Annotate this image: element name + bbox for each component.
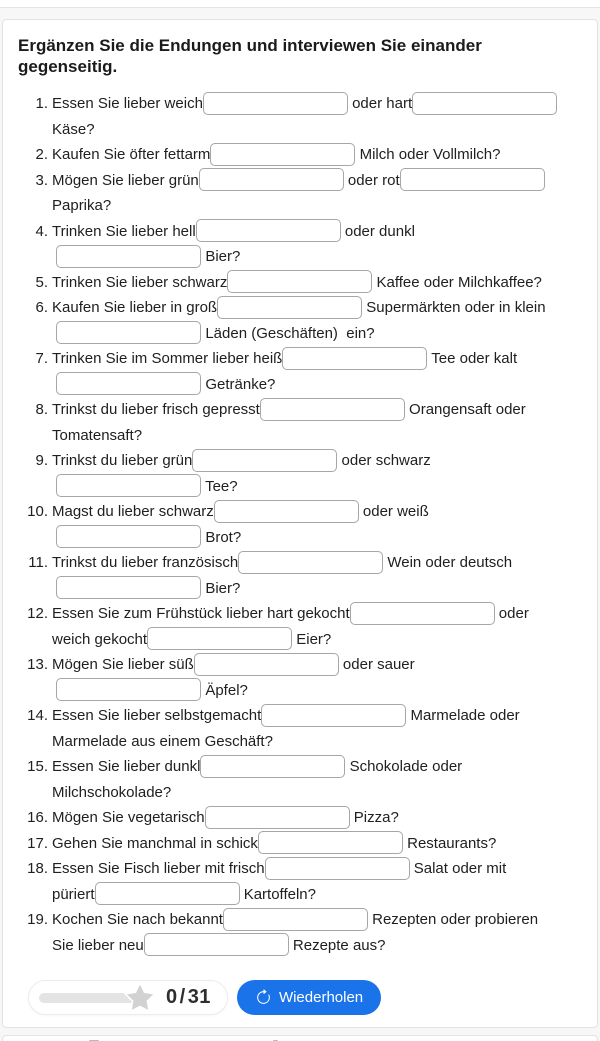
question-row [18, 168, 582, 219]
question-line [52, 882, 582, 908]
question-text: Rezepten oder probieren [367, 911, 539, 928]
question-text: oder hart [347, 95, 413, 112]
answer-blank-input[interactable] [238, 551, 383, 574]
score-total: 31 [187, 986, 211, 1008]
question-text: Trinkst du lieber französisch [52, 554, 239, 571]
question-line [52, 346, 582, 372]
question-line [52, 550, 582, 576]
question-text: Trinkst du lieber frisch gepresst [52, 401, 260, 418]
question-line [52, 117, 582, 143]
question-line [52, 91, 582, 117]
question-text: Essen Sie zum Frühstück lieber hart gekocht [52, 605, 350, 622]
question-text: oder sauer [338, 656, 415, 673]
question-number: 9. [35, 452, 48, 469]
question-text: Mögen Sie lieber süß [52, 656, 194, 673]
question-text: Kaffee oder Milchkaffee? [372, 273, 542, 291]
answer-blank-input[interactable] [217, 296, 362, 319]
question-row [18, 270, 582, 296]
question-line [52, 219, 582, 245]
question-number: 2. [35, 146, 48, 163]
answer-blank-input[interactable] [56, 245, 201, 268]
question-text: oder rot [343, 171, 400, 189]
question-line [52, 601, 582, 627]
question-line [52, 780, 582, 806]
question-content [52, 831, 582, 857]
score-text [166, 986, 211, 1009]
answer-blank-input[interactable] [56, 576, 201, 599]
question-text: Trinken Sie lieber schwarz [52, 273, 228, 291]
question-text: Gehen Sie manchmal in schick [52, 834, 258, 852]
answer-blank-input[interactable] [223, 908, 368, 931]
exercise-title: Ergänzen Sie die Endungen und interviewen Sie einander gegenseitig. [18, 36, 482, 76]
question-text: Kaufen Sie öfter fettarm [52, 146, 211, 163]
question-content [52, 346, 582, 397]
question-line [52, 652, 582, 678]
question-text: Sie lieber neu [52, 936, 144, 954]
question-content [52, 270, 582, 296]
question-line [52, 142, 582, 168]
question-text: Bier? [201, 248, 241, 265]
next-card-edge [2, 1035, 598, 1041]
question-row [18, 907, 582, 958]
score-current: 0 [166, 986, 178, 1008]
answer-blank-input[interactable] [350, 602, 495, 625]
question-line [52, 703, 582, 729]
question-number: 15. [27, 758, 48, 775]
score-pill [28, 980, 228, 1015]
question-content [52, 703, 582, 754]
question-row [18, 448, 582, 499]
answer-blank-input[interactable] [400, 168, 545, 191]
question-number: 7. [35, 350, 48, 367]
question-text: Tee? [201, 477, 238, 495]
question-line [52, 244, 582, 270]
question-text: Marmelade oder [406, 707, 520, 724]
question-text: Pizza? [349, 809, 399, 826]
question-text: Restaurants? [402, 834, 497, 852]
question-line [52, 805, 582, 831]
question-text: Läden (Geschäften) ein? [201, 324, 375, 342]
question-line [52, 678, 582, 704]
question-row [18, 754, 582, 805]
repeat-button[interactable] [237, 980, 381, 1015]
question-line [52, 168, 582, 194]
question-content [52, 550, 582, 601]
question-text: weich gekocht [52, 630, 148, 648]
question-content [52, 168, 582, 219]
question-row [18, 805, 582, 831]
question-number: 6. [35, 299, 48, 316]
question-row [18, 652, 582, 703]
question-row [18, 346, 582, 397]
question-row [18, 219, 582, 270]
answer-blank-input[interactable] [200, 755, 345, 778]
question-line [52, 193, 582, 219]
answer-blank-input[interactable] [147, 627, 292, 650]
question-text: Magst du lieber schwarz [52, 503, 214, 520]
question-content [52, 219, 582, 270]
question-text: Bier? [201, 579, 241, 597]
question-content [52, 295, 582, 346]
question-row [18, 499, 582, 550]
question-content [52, 499, 582, 550]
question-text: Trinkst du lieber grün [52, 452, 193, 469]
answer-blank-input[interactable] [265, 857, 410, 880]
question-content [52, 805, 582, 831]
question-text: Kartoffeln? [239, 885, 316, 903]
question-number: 11. [28, 554, 48, 571]
repeat-button-label: Wiederholen [278, 989, 364, 1006]
exercise-footer [18, 980, 582, 1015]
question-text: Essen Sie lieber selbstgemacht [52, 707, 262, 724]
answer-blank-input[interactable] [258, 831, 403, 854]
answer-blank-input[interactable] [282, 347, 427, 370]
previous-card-edge [0, 0, 600, 8]
question-line [52, 754, 582, 780]
question-line [52, 576, 582, 602]
question-line [52, 474, 582, 500]
answer-blank-input[interactable] [214, 500, 359, 523]
question-number: 19. [27, 911, 48, 928]
question-content [52, 91, 582, 142]
score-separator: / [179, 986, 186, 1008]
answer-blank-input[interactable] [56, 678, 201, 701]
answer-blank-input[interactable] [56, 474, 201, 497]
answer-blank-input[interactable] [203, 92, 348, 115]
question-row [18, 142, 582, 168]
question-text: Salat oder mit [409, 860, 507, 877]
question-text: Milch oder Vollmilch? [355, 146, 501, 163]
answer-blank-input[interactable] [194, 653, 339, 676]
question-row [18, 295, 582, 346]
question-text: Milchschokolade? [52, 783, 172, 801]
question-text: Essen Sie lieber dunkl [52, 758, 201, 775]
question-text: Getränke? [201, 375, 276, 393]
question-content [52, 652, 582, 703]
answer-blank-input[interactable] [412, 92, 557, 115]
question-text: Käse? [52, 120, 95, 138]
question-number: 12. [27, 605, 48, 622]
refresh-icon [255, 989, 272, 1006]
question-text: Supermärkten oder in klein [362, 299, 546, 316]
question-text: Tomatensaft? [52, 426, 143, 444]
question-row [18, 550, 582, 601]
question-row [18, 91, 582, 142]
question-number: 18. [27, 860, 48, 877]
question-row [18, 703, 582, 754]
question-line [52, 525, 582, 551]
question-text: Äpfel? [201, 681, 248, 699]
question-text: Paprika? [52, 197, 112, 214]
question-number: 16. [27, 809, 48, 826]
answer-blank-input[interactable] [56, 525, 201, 548]
question-row [18, 601, 582, 652]
answer-blank-input[interactable] [192, 449, 337, 472]
question-text: Wein oder deutsch [383, 554, 513, 571]
answer-blank-input[interactable] [56, 321, 201, 344]
question-content [52, 856, 582, 907]
question-list [18, 91, 582, 958]
question-number: 4. [35, 222, 48, 240]
question-line [52, 295, 582, 321]
question-text: Kochen Sie nach bekannt [52, 911, 223, 928]
question-number: 1. [35, 95, 48, 112]
answer-blank-input[interactable] [210, 143, 355, 166]
question-text: Schokolade oder [345, 758, 463, 775]
question-text: Trinken Sie im Sommer lieber heiß [52, 350, 283, 367]
question-content [52, 397, 582, 448]
question-text: oder [494, 605, 529, 622]
answer-blank-input[interactable] [95, 882, 240, 905]
answer-blank-input[interactable] [196, 219, 341, 242]
question-content [52, 754, 582, 805]
question-row [18, 397, 582, 448]
question-line [52, 907, 582, 933]
question-number: 10. [27, 503, 48, 520]
question-text: Kaufen Sie lieber in groß [52, 299, 218, 316]
exercise-card [2, 19, 598, 1028]
question-text: püriert [52, 885, 95, 903]
question-line [52, 856, 582, 882]
question-line [52, 627, 582, 653]
question-text: Orangensaft oder [404, 401, 526, 418]
question-number: 14. [27, 707, 48, 724]
question-line [52, 397, 582, 423]
question-text: Mögen Sie lieber grün [52, 171, 199, 189]
answer-blank-input[interactable] [205, 806, 350, 829]
question-row [18, 856, 582, 907]
question-number: 5. [35, 273, 48, 291]
question-text: Trinken Sie lieber hell [52, 222, 196, 240]
question-line [52, 729, 582, 755]
question-line [52, 499, 582, 525]
question-line [52, 448, 582, 474]
question-number: 3. [35, 171, 48, 189]
answer-blank-input[interactable] [227, 270, 372, 293]
question-line [52, 270, 582, 296]
question-content [52, 601, 582, 652]
question-number: 8. [35, 401, 48, 418]
question-number: 17. [27, 834, 48, 852]
question-text: oder schwarz [337, 452, 431, 469]
question-line [52, 831, 582, 857]
question-content [52, 907, 582, 958]
answer-blank-input[interactable] [56, 372, 201, 395]
page-gap [0, 1028, 600, 1035]
question-text: Rezepte aus? [288, 936, 386, 954]
question-content [52, 448, 582, 499]
question-text: Essen Sie lieber weich [52, 95, 203, 112]
question-number: 13. [27, 656, 48, 673]
question-text: oder dunkl [340, 222, 415, 240]
question-line [52, 423, 582, 449]
question-text: Mögen Sie vegetarisch [52, 809, 205, 826]
question-text: Essen Sie Fisch lieber mit frisch [52, 860, 265, 877]
answer-blank-input[interactable] [144, 933, 289, 956]
question-line [52, 372, 582, 398]
question-text: Marmelade aus einem Geschäft? [52, 732, 273, 750]
question-text: Tee oder kalt [427, 350, 518, 367]
question-text: oder weiß [358, 503, 429, 520]
question-row [18, 831, 582, 857]
question-line [52, 321, 582, 347]
question-text: Brot? [201, 528, 242, 546]
star-icon [121, 979, 159, 1017]
answer-blank-input[interactable] [261, 704, 406, 727]
question-content [52, 142, 582, 168]
answer-blank-input[interactable] [199, 168, 344, 191]
question-line [52, 933, 582, 959]
answer-blank-input[interactable] [260, 398, 405, 421]
question-text: Eier? [292, 630, 332, 648]
